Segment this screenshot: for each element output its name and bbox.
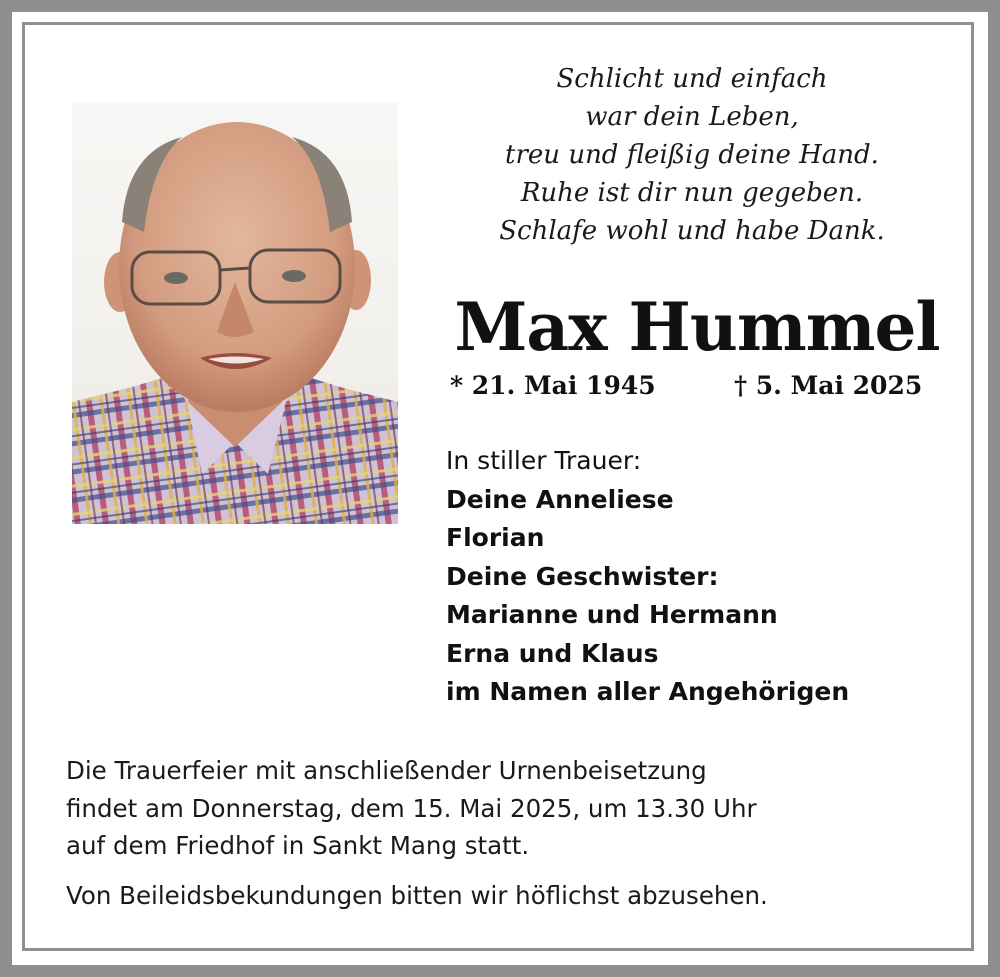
ceremony-line: auf dem Friedhof in Sankt Mang statt. (66, 831, 530, 860)
mourner-name: Deine Anneliese (446, 484, 674, 514)
mourner-name: Deine Geschwister: (446, 561, 719, 591)
deceased-name: Max Hummel (454, 288, 940, 366)
death-date: † 5. Mai 2025 (734, 371, 923, 400)
portrait-photo (72, 102, 398, 524)
mourner-name: Erna und Klaus (446, 638, 659, 668)
mourners-intro: In stiller Trauer: (446, 446, 642, 475)
poem-line: treu und fleißig deine Hand. (505, 140, 879, 170)
ceremony-line: findet am Donnerstag, dem 15. Mai 2025, um 13.30 Uhr (66, 793, 757, 823)
memorial-poem (452, 60, 932, 250)
mourners-list (446, 442, 966, 712)
poem-line: war dein Leben, (585, 102, 799, 132)
poem-line: Schlafe wohl und habe Dank. (499, 216, 885, 246)
mourner-name: im Namen aller Angehörigen (446, 677, 850, 706)
ceremony-info (66, 752, 946, 914)
obituary-notice (12, 12, 988, 965)
condolence-note: Von Beileidsbekundungen bitten wir höflichst abzusehen. (66, 880, 768, 910)
mourner-name: Marianne und Hermann (446, 600, 778, 629)
poem-line: Schlicht und einfach (556, 64, 828, 94)
birth-date: * 21. Mai 1945 (450, 371, 656, 400)
mourner-name: Florian (446, 523, 545, 552)
ceremony-line: Die Trauerfeier mit anschließender Urnenbeisetzung (66, 756, 707, 785)
poem-line: Ruhe ist dir nun gegeben. (520, 178, 864, 208)
